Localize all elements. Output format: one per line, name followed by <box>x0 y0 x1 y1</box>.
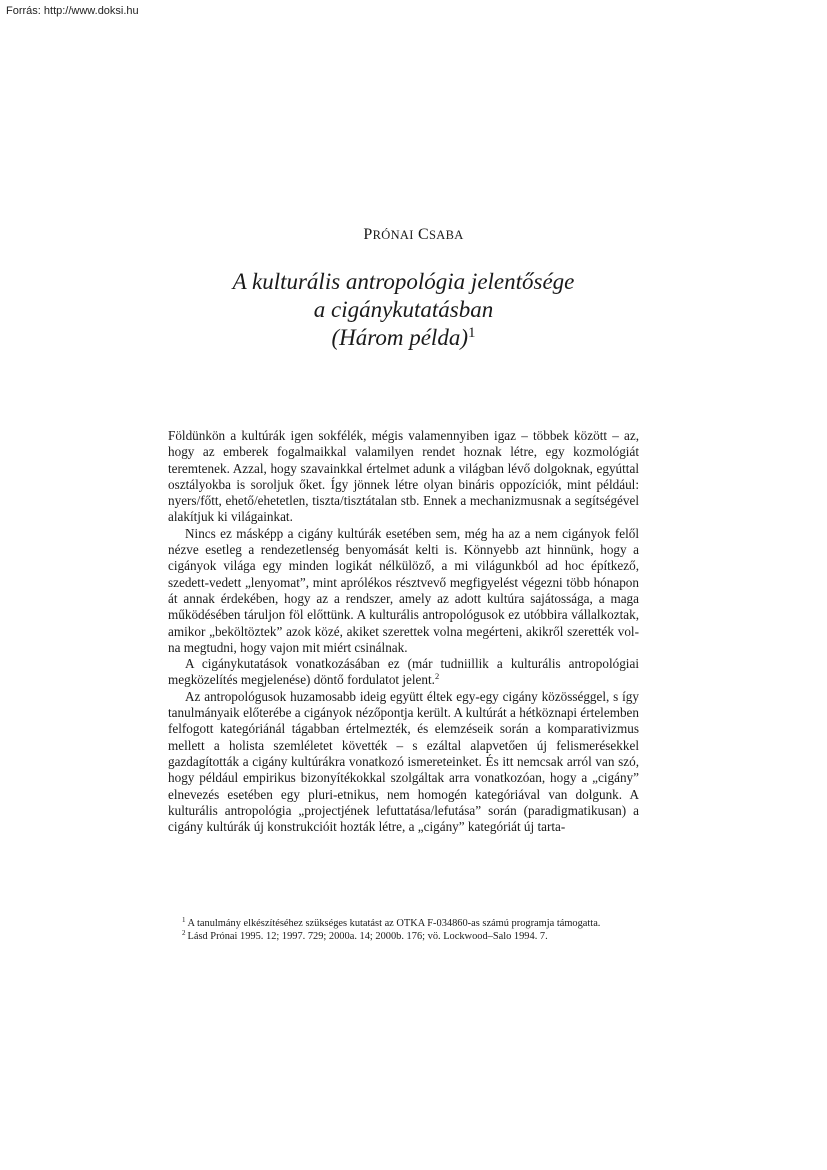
paragraph-text: Az antropológusok huzamosabb ideig együtt éltek egy-egy cigány közösséggel, s így tanulmányaik előterébe a cigányok nézőpontja került. A kultúrát a hétköznapi értelemben felfogott kategóriánál tágabban értelmezték, és elemzéseik során a komparativizmus mellett a holista szemléletet követték – s ezáltal alapvetően új felismerésekkel gazdagították a cigány kultúrákra vonatkozó ismereteinket. És itt nemcsak arról van szó, hogy például empirikus bizonyítékokkal szolgáltak arra vonatkozóan, hogy a „cigány” elnevezés esetében egy pluri-etnikus, nem homogén kategóriával van dolgunk. A kulturális antropológia „projectjének lefuttatása/lefutása” során (paradigmatikusan) a cigány kultúrák új konstrukcióit hozták létre, a „cigány” kategóriát új tarta- <box>168 688 639 835</box>
paragraph-1 <box>168 428 639 526</box>
body-text <box>168 428 639 835</box>
footnote-1 <box>168 917 639 930</box>
paragraph-text: Földünkön a kultúrák igen sokfélék, mégis valamennyiben igaz – többek között – az, hogy az emberek fogalmaikkal valamilyen rendet hoznak létre, egy kozmológiát teremtenek. Azzal, hogy szavainkkal értelmet adunk a világban lévő dolgoknak, egyúttal osztályokba is soroljuk őket. Így jönnek létre olyan bináris oppozíciók, mint például: nyers/főtt, ehető/ehetetlen, tiszta/tisztátalan stb. Ennek a mechanizmusnak a segítségével alakítjuk ki világainkat. <box>168 428 639 525</box>
footnote-reference[interactable]: 2 <box>434 671 440 682</box>
paragraph-4 <box>168 689 639 836</box>
title-line-1: A kulturális antropológia jelentősége <box>232 269 575 294</box>
title-footnote-mark: 1 <box>467 325 476 341</box>
source-url: Forrás: http://www.doksi.hu <box>6 5 139 17</box>
author-last-initial: C <box>418 226 430 243</box>
paragraph-text: A cigánykutatások vonatkozásában ez (már tudniillik a kulturális antropológiai megközelítés megjelenése) döntő fordulatot jelent. <box>168 656 639 688</box>
article-title <box>0 268 807 352</box>
title-line-2: a cigánykutatásban <box>313 297 494 322</box>
paragraph-text: Nincs ez másképp a cigány kultúrák esetében sem, még ha az a nem cigányok felől nézve esetleg a rendezetlenség benyomását kelti is. Könnyebb azt hinnünk, hogy a cigányok világa egy minden logikát nélkülöző, a mi világunkból ad hoc építkező, szedett-vedett „lenyomat”, mint aprólékos résztvevő megfigyelést végezni több hónapon át annak érdekében, hogy az a rendszer, amely az adott kultúra sajátossága, a maga működésében táruljon föl előttünk. A kulturális antropológusok ez utóbbira vállalkoztak, amikor „beköltöztek” azok közé, akiket szerettek volna megérteni, akikről szerették volna megtudni, hogy vajon mit miért csinálnak. <box>168 525 639 655</box>
author-first-rest: RÓNAI <box>372 228 414 242</box>
paragraph-3 <box>168 656 639 689</box>
footnote-text: Lásd Prónai 1995. 12; 1997. 729; 2000a. 14; 2000b. 176; vö. Lockwood–Salo 1994. 7. <box>187 931 548 943</box>
author-last-rest: SABA <box>429 228 464 242</box>
paragraph-2 <box>168 526 639 656</box>
footnote-2 <box>168 930 639 943</box>
author-name <box>0 226 827 244</box>
footnote-mark: 1 <box>182 916 186 924</box>
footnote-text: A tanulmány elkészítéséhez szükséges kutatást az OTKA F-034860-as számú programja támogatta. <box>187 918 601 929</box>
footnotes <box>168 917 639 944</box>
title-line-3-text: (Három példa) <box>331 325 468 350</box>
author-first-initial: P <box>363 226 373 243</box>
footnote-mark: 2 <box>182 929 186 938</box>
title-line-3 <box>0 324 807 352</box>
